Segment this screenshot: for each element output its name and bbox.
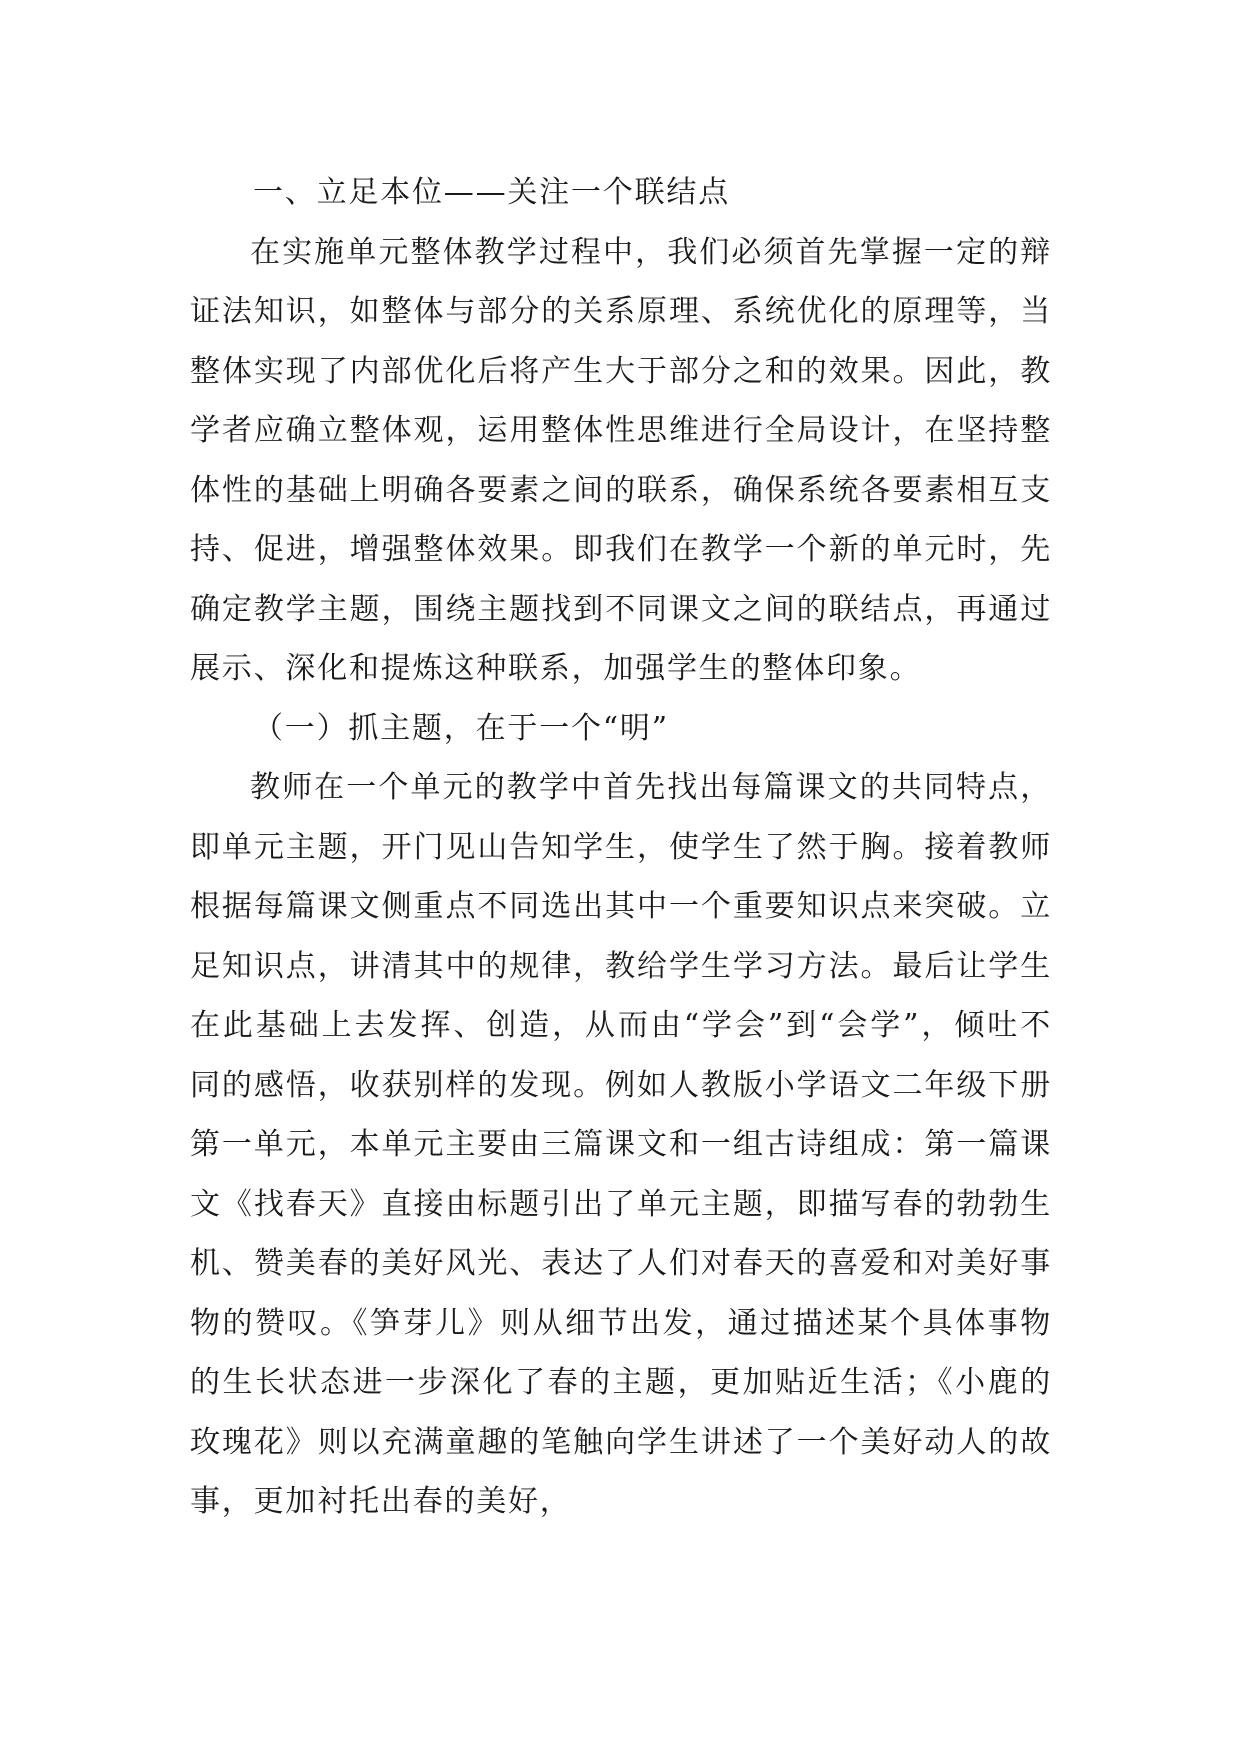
paragraph: 教师在一个单元的教学中首先找出每篇课文的共同特点，即单元主题，开门见山告知学生，使学生了然于胸。接着教师根据每篇课文侧重点不同选出其中一个重要知识点来突破。立足知识点，讲清其中的规律，教给学生学习方法。最后让学生在此基础上去发挥、创造，从而由“学会”到“会学”，倾吐不同的感悟，收获别样的发现。例如人教版小学语文二年级下册第一单元，本单元主要由三篇课文和一组古诗组成：第一篇课文《找春天》直接由标题引出了单元主题，即描写春的勃勃生机、赞美春的美好风光、表达了人们对春天的喜爱和对美好事物的赞叹。《笋芽儿》则从细节出发，通过描述某个具体事物的生长状态进一步深化了春的主题，更加贴近生活；《小鹿的玫瑰花》则以充满童趣的笔触向学生讲述了一个美好动人的故事，更加衬托出春的美好，: [190, 770, 1052, 1519]
section-heading: 一、立足本位——关注一个联结点: [253, 175, 730, 210]
document-body: [190, 163, 1052, 1532]
subsection-heading: （一）抓主题，在于一个“明”: [253, 710, 669, 746]
paragraph: 在实施单元整体教学过程中，我们必须首先掌握一定的辩证法知识，如整体与部分的关系原理、系统优化的原理等，当整体实现了内部优化后将产生大于部分之和的效果。因此，教学者应确立整体观，运用整体性思维进行全局设计，在坚持整体性的基础上明确各要素之间的联系，确保系统各要素相互支持、促进，增强整体效果。即我们在教学一个新的单元时，先确定教学主题，围绕主题找到不同课文之间的联结点，再通过展示、深化和提炼这种联系，加强学生的整体印象。: [190, 234, 1052, 686]
